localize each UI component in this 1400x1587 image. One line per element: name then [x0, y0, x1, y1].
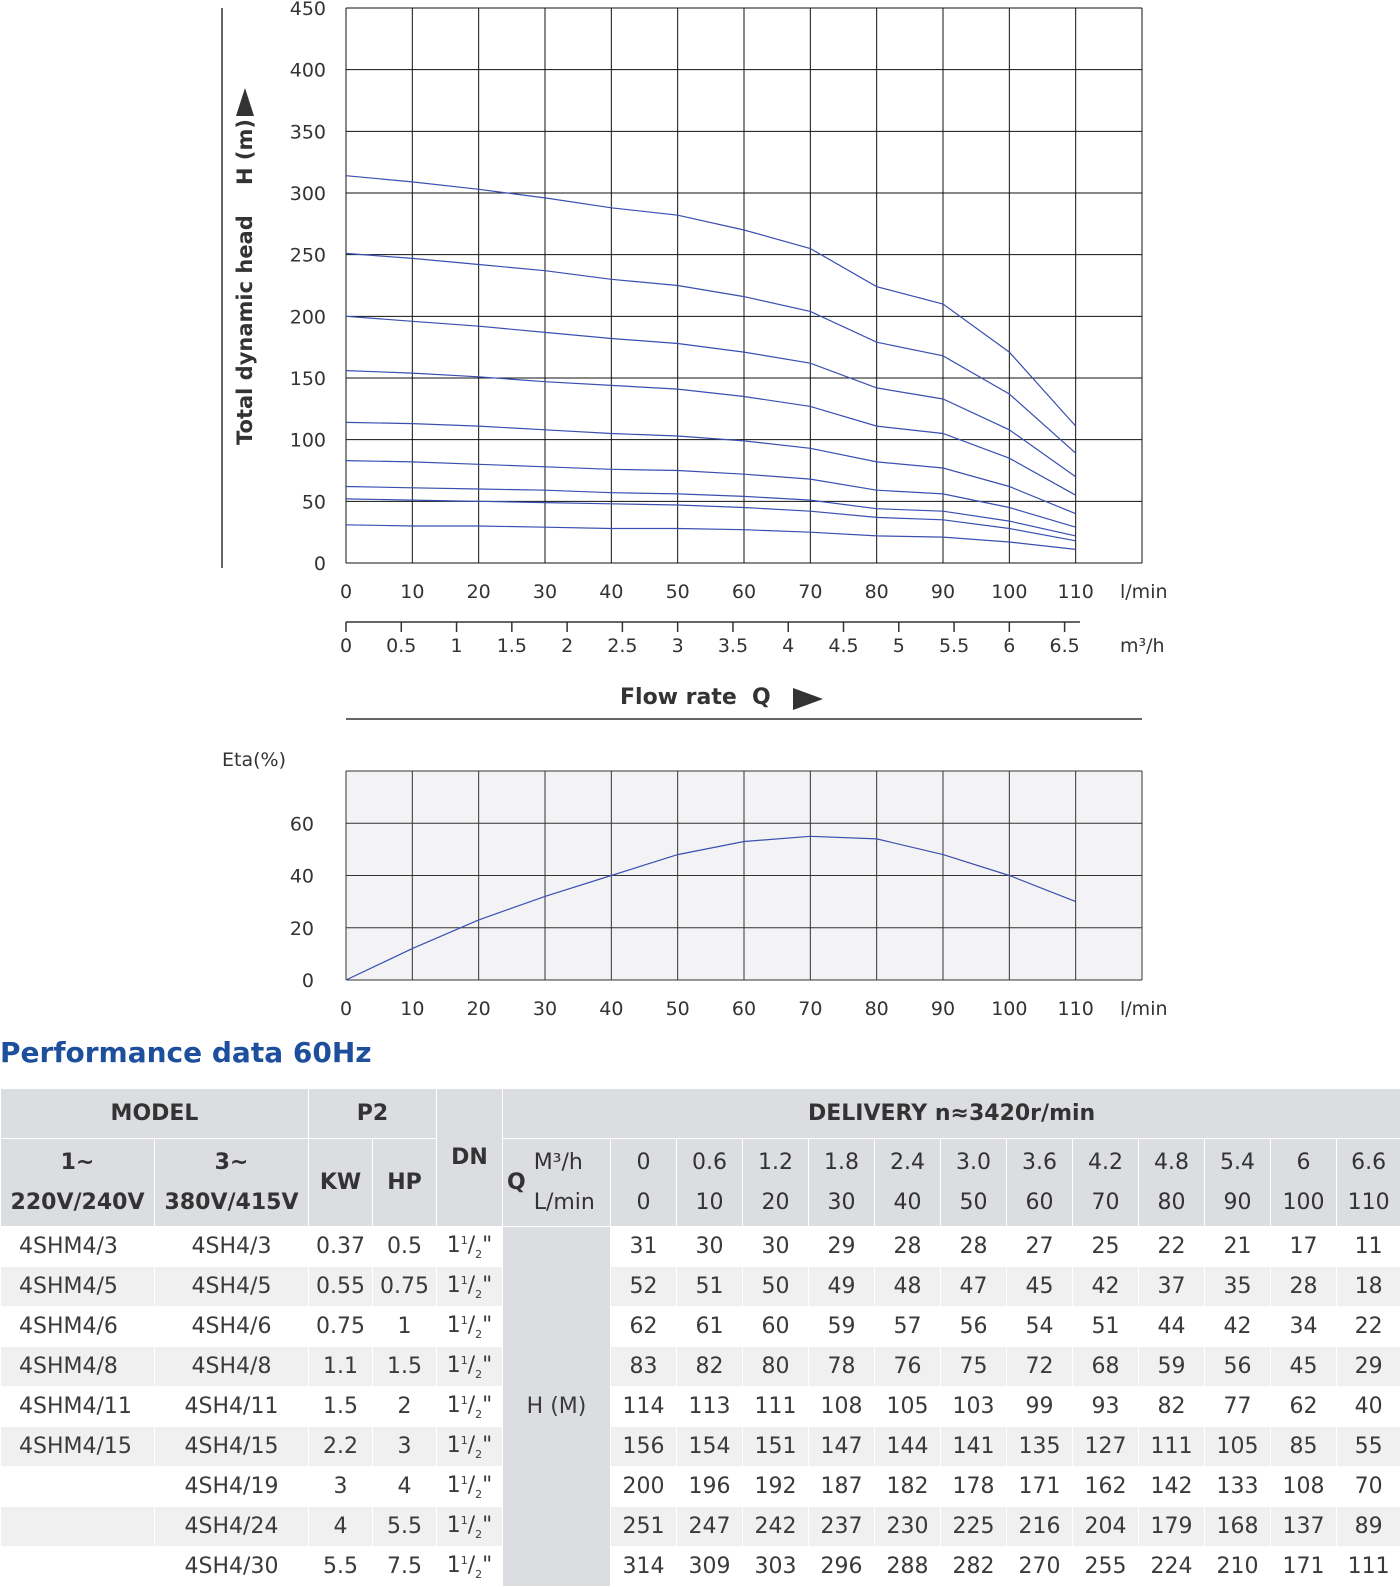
model-three-phase: 4SH4/15 [155, 1427, 309, 1467]
head-value: 270 [1007, 1547, 1073, 1587]
head-value: 282 [941, 1547, 1007, 1587]
m3h-tick-label: 6 [1003, 635, 1015, 657]
model-three-phase: 4SH4/11 [155, 1387, 309, 1427]
header-p2: P2 [309, 1089, 437, 1139]
header-dn: DN [437, 1089, 503, 1227]
eta-x-tick-label: 70 [798, 998, 822, 1020]
x-tick-label: 0 [340, 581, 352, 603]
x-tick-label: 10 [400, 581, 424, 603]
head-value: 72 [1007, 1347, 1073, 1387]
model-single-phase: 4SHM4/8 [1, 1347, 155, 1387]
head-value: 75 [941, 1347, 1007, 1387]
head-curve-4SH4/5 [346, 499, 1076, 541]
y-tick-label: 100 [290, 430, 326, 452]
m3h-tick-label: 4.5 [828, 635, 858, 657]
table-row [1, 1547, 1400, 1587]
head-value: 230 [875, 1507, 941, 1547]
model-single-phase [1, 1467, 155, 1507]
x-axis-symbol: Q [752, 685, 771, 710]
model-three-phase: 4SH4/3 [155, 1227, 309, 1267]
head-value: 45 [1007, 1267, 1073, 1307]
head-value: 29 [809, 1227, 875, 1267]
head-value: 18 [1337, 1267, 1400, 1307]
table-row [1, 1427, 1400, 1467]
m3h-tick-label: 2 [561, 635, 573, 657]
m3h-tick-label: 1 [451, 635, 463, 657]
head-value: 52 [611, 1267, 677, 1307]
head-value: 22 [1139, 1227, 1205, 1267]
head-value: 70 [1337, 1467, 1400, 1507]
power-hp: 7.5 [373, 1547, 437, 1587]
model-single-phase: 4SHM4/15 [1, 1427, 155, 1467]
head-value: 78 [809, 1347, 875, 1387]
head-value: 22 [1337, 1307, 1400, 1347]
eta-x-tick-label: 40 [599, 998, 623, 1020]
head-value: 50 [743, 1267, 809, 1307]
head-value: 56 [941, 1307, 1007, 1347]
dn-value: $1^1/_2$" [437, 1227, 503, 1267]
m3h-tick-label: 4 [782, 635, 794, 657]
model-three-phase: 4SH4/8 [155, 1347, 309, 1387]
head-value: 303 [743, 1547, 809, 1587]
head-value: 54 [1007, 1307, 1073, 1347]
head-value: 21 [1205, 1227, 1271, 1267]
head-value: 30 [677, 1227, 743, 1267]
head-value: 171 [1271, 1547, 1337, 1587]
power-hp: 0.75 [373, 1267, 437, 1307]
eta-x-tick-label: 80 [865, 998, 889, 1020]
head-value: 17 [1271, 1227, 1337, 1267]
y-axis-title: Total dynamic head [233, 215, 257, 445]
header-flow-value: 5.4 90 [1205, 1139, 1271, 1227]
eta-x-tick-label: 0 [340, 998, 352, 1020]
table-row [1, 1347, 1400, 1387]
m3h-tick-label: 3.5 [718, 635, 748, 657]
head-curve-4SH4/8 [346, 461, 1076, 528]
head-value: 251 [611, 1507, 677, 1547]
head-value: 28 [875, 1227, 941, 1267]
head-curve-4SH4/15 [346, 371, 1076, 496]
head-value: 179 [1139, 1507, 1205, 1547]
eta-x-tick-label: 110 [1058, 998, 1094, 1020]
head-curve-4SH4/24 [346, 253, 1076, 453]
head-value: 29 [1337, 1347, 1400, 1387]
head-value: 133 [1205, 1467, 1271, 1507]
head-value: 68 [1073, 1347, 1139, 1387]
dn-value: $1^1/_2$" [437, 1427, 503, 1467]
eta-x-tick-label: 100 [991, 998, 1027, 1020]
header-flow-value: 3.6 60 [1007, 1139, 1073, 1227]
header-flow-value: 6 100 [1271, 1139, 1337, 1227]
model-three-phase: 4SH4/30 [155, 1547, 309, 1587]
power-hp: 1.5 [373, 1347, 437, 1387]
head-value: 11 [1337, 1227, 1400, 1267]
dn-value: $1^1/_2$" [437, 1507, 503, 1547]
model-three-phase: 4SH4/5 [155, 1267, 309, 1307]
m3h-tick-label: 5.5 [939, 635, 969, 657]
head-value: 192 [743, 1467, 809, 1507]
head-value: 35 [1205, 1267, 1271, 1307]
power-hp: 2 [373, 1387, 437, 1427]
m3h-tick-label: 3 [672, 635, 684, 657]
head-value: 59 [1139, 1347, 1205, 1387]
header-single-phase: 1~ 220V/240V [1, 1139, 155, 1227]
power-kw: 1.5 [309, 1387, 373, 1427]
header-three-phase: 3~ 380V/415V [155, 1139, 309, 1227]
x-tick-label: 80 [865, 581, 889, 603]
power-kw: 4 [309, 1507, 373, 1547]
head-value: 62 [1271, 1387, 1337, 1427]
x-tick-label: 20 [467, 581, 491, 603]
m3h-tick-label: 0.5 [386, 635, 416, 657]
head-value: 56 [1205, 1347, 1271, 1387]
head-value: 225 [941, 1507, 1007, 1547]
head-value: 89 [1337, 1507, 1400, 1547]
model-single-phase [1, 1507, 155, 1547]
power-hp: 0.5 [373, 1227, 437, 1267]
y-tick-label: 150 [290, 368, 326, 390]
right-arrow-icon [793, 688, 823, 710]
m3h-tick-label: 1.5 [497, 635, 527, 657]
head-value: 37 [1139, 1267, 1205, 1307]
head-value: 224 [1139, 1547, 1205, 1587]
head-value: 162 [1073, 1467, 1139, 1507]
y-tick-label: 200 [290, 306, 326, 328]
power-kw: 1.1 [309, 1347, 373, 1387]
model-single-phase: 4SHM4/3 [1, 1227, 155, 1267]
power-hp: 1 [373, 1307, 437, 1347]
x-tick-label: 40 [599, 581, 623, 603]
head-value: 99 [1007, 1387, 1073, 1427]
head-curve-4SH4/11 [346, 422, 1076, 513]
table-row [1, 1307, 1400, 1347]
table-row [1, 1387, 1400, 1427]
h-label: H (M) [503, 1227, 611, 1587]
head-value: 204 [1073, 1507, 1139, 1547]
header-flow-value: 1.2 20 [743, 1139, 809, 1227]
head-curve-4SH4/6 [346, 487, 1076, 536]
head-value: 178 [941, 1467, 1007, 1507]
power-kw: 0.37 [309, 1227, 373, 1267]
header-flow-value: 3.0 50 [941, 1139, 1007, 1227]
head-value: 111 [1139, 1427, 1205, 1467]
x-tick-label: 60 [732, 581, 756, 603]
header-flow-value: 2.4 40 [875, 1139, 941, 1227]
header-flow-value: 1.8 30 [809, 1139, 875, 1227]
head-value: 168 [1205, 1507, 1271, 1547]
y-tick-label: 450 [290, 0, 326, 20]
head-value: 51 [1073, 1307, 1139, 1347]
head-value: 111 [743, 1387, 809, 1427]
head-value: 137 [1271, 1507, 1337, 1547]
eta-y-tick-label: 40 [290, 866, 314, 888]
power-hp: 4 [373, 1467, 437, 1507]
header-hp: HP [373, 1139, 437, 1227]
model-three-phase: 4SH4/6 [155, 1307, 309, 1347]
header-flow-value: 0 0 [611, 1139, 677, 1227]
x-tick-label: 90 [931, 581, 955, 603]
head-value: 59 [809, 1307, 875, 1347]
power-hp: 3 [373, 1427, 437, 1467]
head-value: 314 [611, 1547, 677, 1587]
head-value: 147 [809, 1427, 875, 1467]
head-value: 51 [677, 1267, 743, 1307]
head-value: 156 [611, 1427, 677, 1467]
m3h-tick-label: 6.5 [1050, 635, 1080, 657]
y-tick-label: 0 [314, 553, 326, 575]
head-curve-4SH4/3 [346, 525, 1076, 550]
head-value: 237 [809, 1507, 875, 1547]
x-unit-label: l/min [1120, 581, 1168, 603]
table-row [1, 1267, 1400, 1307]
head-value: 25 [1073, 1227, 1139, 1267]
head-value: 105 [875, 1387, 941, 1427]
power-kw: 5.5 [309, 1547, 373, 1587]
eta-y-tick-label: 60 [290, 813, 314, 835]
eta-x-tick-label: 60 [732, 998, 756, 1020]
power-kw: 3 [309, 1467, 373, 1507]
y-axis-unit: H (m) [233, 119, 257, 185]
model-single-phase: 4SHM4/11 [1, 1387, 155, 1427]
head-value: 82 [1139, 1387, 1205, 1427]
head-value: 113 [677, 1387, 743, 1427]
head-value: 30 [743, 1227, 809, 1267]
head-value: 135 [1007, 1427, 1073, 1467]
head-value: 42 [1073, 1267, 1139, 1307]
header-flow-value: 0.6 10 [677, 1139, 743, 1227]
head-value: 55 [1337, 1427, 1400, 1467]
head-value: 34 [1271, 1307, 1337, 1347]
head-value: 210 [1205, 1547, 1271, 1587]
y-tick-label: 300 [290, 183, 326, 205]
x-tick-label: 50 [666, 581, 690, 603]
performance-table [0, 1088, 1400, 1587]
head-value: 82 [677, 1347, 743, 1387]
head-value: 154 [677, 1427, 743, 1467]
dn-value: $1^1/_2$" [437, 1307, 503, 1347]
head-value: 108 [809, 1387, 875, 1427]
y-tick-label: 350 [290, 121, 326, 143]
head-value: 151 [743, 1427, 809, 1467]
head-value: 31 [611, 1227, 677, 1267]
head-value: 296 [809, 1547, 875, 1587]
head-curve-4SH4/19 [346, 316, 1076, 476]
m3h-tick-label: 5 [893, 635, 905, 657]
eta-x-tick-label: 10 [400, 998, 424, 1020]
head-value: 103 [941, 1387, 1007, 1427]
power-kw: 0.75 [309, 1307, 373, 1347]
head-value: 47 [941, 1267, 1007, 1307]
table-row [1, 1467, 1400, 1507]
head-value: 144 [875, 1427, 941, 1467]
head-value: 108 [1271, 1467, 1337, 1507]
m3h-unit-label: m³/h [1120, 635, 1165, 657]
head-value: 288 [875, 1547, 941, 1587]
head-value: 141 [941, 1427, 1007, 1467]
head-value: 48 [875, 1267, 941, 1307]
dn-value: $1^1/_2$" [437, 1467, 503, 1507]
power-hp: 5.5 [373, 1507, 437, 1547]
head-value: 27 [1007, 1227, 1073, 1267]
m3h-tick-label: 0 [340, 635, 352, 657]
head-value: 200 [611, 1467, 677, 1507]
dn-value: $1^1/_2$" [437, 1347, 503, 1387]
head-value: 83 [611, 1347, 677, 1387]
head-value: 111 [1337, 1547, 1400, 1587]
header-flow-value: 4.2 70 [1073, 1139, 1139, 1227]
eta-y-tick-label: 0 [302, 970, 314, 992]
model-single-phase: 4SHM4/5 [1, 1267, 155, 1307]
y-tick-label: 250 [290, 245, 326, 267]
dn-value: $1^1/_2$" [437, 1387, 503, 1427]
header-delivery: DELIVERY n≈3420r/min [503, 1089, 1400, 1139]
eta-y-axis-title: Eta(%) [222, 749, 286, 771]
head-value: 105 [1205, 1427, 1271, 1467]
header-flow-value: 6.6 110 [1337, 1139, 1400, 1227]
dn-value: $1^1/_2$" [437, 1547, 503, 1587]
head-value: 57 [875, 1307, 941, 1347]
head-value: 28 [1271, 1267, 1337, 1307]
head-value: 61 [677, 1307, 743, 1347]
m3h-tick-label: 2.5 [607, 635, 637, 657]
head-value: 127 [1073, 1427, 1139, 1467]
head-value: 247 [677, 1507, 743, 1547]
head-value: 255 [1073, 1547, 1139, 1587]
head-value: 196 [677, 1467, 743, 1507]
head-value: 76 [875, 1347, 941, 1387]
model-single-phase: 4SHM4/6 [1, 1307, 155, 1347]
head-value: 80 [743, 1347, 809, 1387]
head-value: 309 [677, 1547, 743, 1587]
head-value: 85 [1271, 1427, 1337, 1467]
y-tick-label: 400 [290, 60, 326, 82]
head-value: 171 [1007, 1467, 1073, 1507]
header-q-units: Q M³/h L/min [503, 1139, 611, 1227]
up-arrow-icon [236, 88, 254, 116]
head-value: 40 [1337, 1387, 1400, 1427]
table-row [1, 1227, 1400, 1267]
head-value: 114 [611, 1387, 677, 1427]
y-tick-label: 50 [302, 491, 326, 513]
x-tick-label: 110 [1058, 581, 1094, 603]
dn-value: $1^1/_2$" [437, 1267, 503, 1307]
x-tick-label: 70 [798, 581, 822, 603]
eta-x-unit-label: l/min [1120, 998, 1168, 1020]
head-value: 187 [809, 1467, 875, 1507]
eta-x-tick-label: 30 [533, 998, 557, 1020]
head-curve-4SH4/30 [346, 176, 1076, 426]
head-value: 62 [611, 1307, 677, 1347]
table-row [1, 1507, 1400, 1547]
eta-x-tick-label: 90 [931, 998, 955, 1020]
head-value: 77 [1205, 1387, 1271, 1427]
head-value: 45 [1271, 1347, 1337, 1387]
model-three-phase: 4SH4/19 [155, 1467, 309, 1507]
eta-y-tick-label: 20 [290, 918, 314, 940]
header-model: MODEL [1, 1089, 309, 1139]
head-value: 44 [1139, 1307, 1205, 1347]
model-three-phase: 4SH4/24 [155, 1507, 309, 1547]
header-kw: KW [309, 1139, 373, 1227]
x-tick-label: 30 [533, 581, 557, 603]
eta-x-tick-label: 20 [467, 998, 491, 1020]
model-single-phase [1, 1547, 155, 1587]
head-value: 60 [743, 1307, 809, 1347]
x-axis-title: Flow rate [620, 685, 737, 710]
head-value: 42 [1205, 1307, 1271, 1347]
head-value: 182 [875, 1467, 941, 1507]
header-q: Q [507, 1143, 526, 1223]
header-flow-value: 4.8 80 [1139, 1139, 1205, 1227]
head-value: 142 [1139, 1467, 1205, 1507]
eta-x-tick-label: 50 [666, 998, 690, 1020]
power-kw: 2.2 [309, 1427, 373, 1467]
power-kw: 0.55 [309, 1267, 373, 1307]
performance-title: Performance data 60Hz [0, 1036, 372, 1069]
x-tick-label: 100 [991, 581, 1027, 603]
head-value: 28 [941, 1227, 1007, 1267]
head-value: 216 [1007, 1507, 1073, 1547]
head-value: 93 [1073, 1387, 1139, 1427]
head-value: 49 [809, 1267, 875, 1307]
head-value: 242 [743, 1507, 809, 1547]
